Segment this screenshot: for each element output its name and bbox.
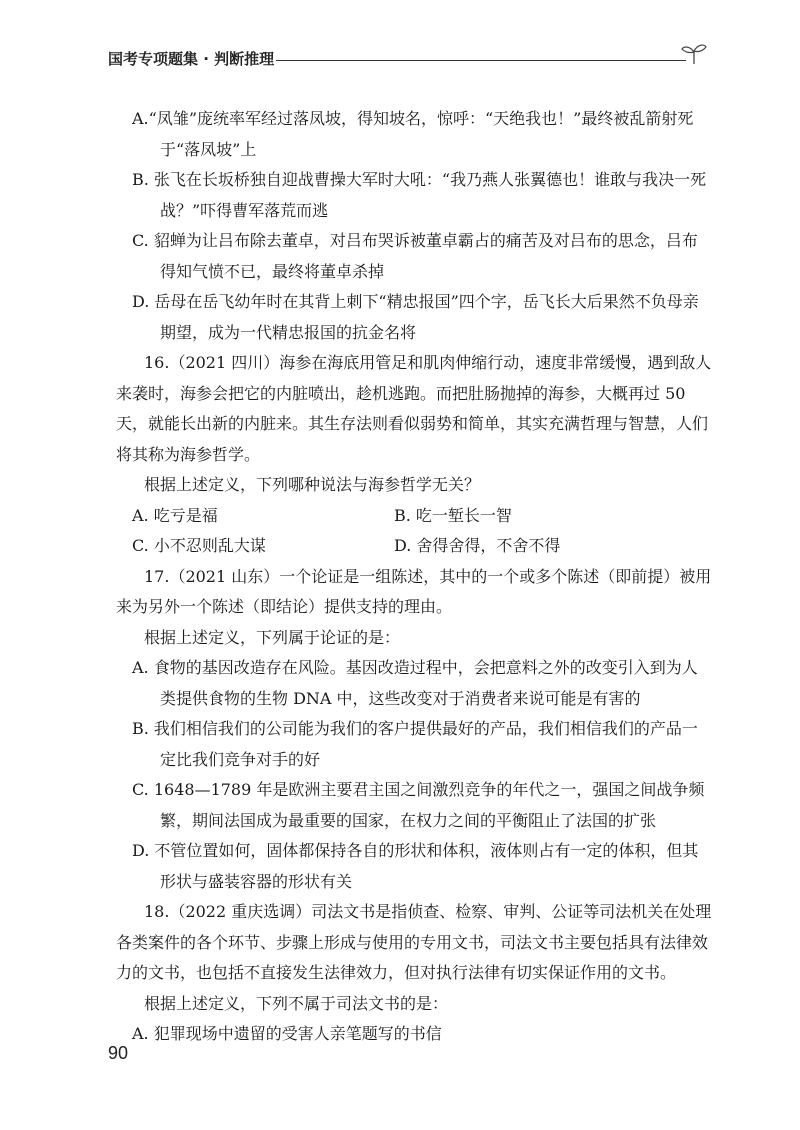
- header-title: 国考专项题集 · 判断推理: [108, 50, 275, 68]
- q17-option-a: A. 食物的基因改造存在风险。基因改造过程中，会把意料之外的改变引入到为人类提供食物的生物 DNA 中，这些改变对于消费者来说可能是有害的: [132, 658, 698, 708]
- q16-option-b: B. 吃一堑长一智: [394, 505, 512, 525]
- q16-stem: 16.（2021 四川）海参在海底用管足和肌肉伸缩行动，速度非常缓慢，遇到敌人来袭时，海参会把它的内脏喷出，趁机逃跑。而把肚肠抛掉的海参，大概再过 50 天，就能长出新的内脏来。其生存法则看似弱势和简单，其实充满哲理与智慧，人们将其称为海参哲学。: [116, 353, 712, 464]
- q16-option-d: D. 舍得舍得，不舍不得: [394, 536, 561, 555]
- q18-stem: 18.（2022 重庆选调）司法文书是指侦查、检察、审判、公证等司法机关在处理各类案件的各个环节、步骤上形成与使用的专用文书，司法文书主要包括具有法律效力的文书，也包括不直接发生法律效力，但对执行法律有切实保证作用的文书。: [116, 902, 712, 982]
- q17-option-c: C. 1648—1789 年是欧洲主要君主国之间激烈竞争的年代之一，强国之间战争频繁，期间法国成为最重要的国家，在权力之间的平衡阻止了法国的扩张: [132, 780, 705, 830]
- q16-options-row-1: [116, 501, 712, 532]
- q17-option-b: B. 我们相信我们的公司能为我们的客户提供最好的产品，我们相信我们的产品一定比我们竞争对手的好: [132, 719, 698, 769]
- q15-option-d: D. 岳母在岳飞幼年时在其背上刺下“精忠报国”四个字，岳飞长大后果然不负母亲期望，成为一代精忠报国的抗金名将: [132, 292, 699, 342]
- q16-option-a: A. 吃亏是福: [132, 505, 218, 525]
- sprout-icon: [680, 42, 708, 66]
- q18-option-a: A. 犯罪现场中遗留的受害人亲笔题写的书信: [132, 1024, 442, 1043]
- q15-option-b: B. 张飞在长坂桥独自迎战曹操大军时大吼：“我乃燕人张翼德也！谁敢与我决一死战？”吓得曹军落荒而逃: [132, 170, 707, 220]
- header-rule: [276, 60, 686, 61]
- q18-question: 根据上述定义，下列不属于司法文书的是：: [144, 993, 449, 1013]
- page-content: [116, 104, 712, 1050]
- q17-option-d: D. 不管位置如何，固体都保持各自的形状和体积，液体则占有一定的体积，但其形状与盛装容器的形状有关: [132, 841, 699, 891]
- q17-stem: 17.（2021 山东）一个论证是一组陈述，其中的一个或多个陈述（即前提）被用来为另外一个陈述（即结论）提供支持的理由。: [116, 566, 712, 616]
- page-header: [108, 44, 708, 74]
- q16-option-c: C. 小不忍则乱大谋: [132, 536, 266, 555]
- q15-option-c: C. 貂蝉为让吕布除去董卓，对吕布哭诉被董卓霸占的痛苦及对吕布的思念，吕布得知气愤不已，最终将董卓杀掉: [132, 231, 698, 281]
- q16-options-row-2: [116, 531, 712, 562]
- page-number: 90: [108, 1043, 129, 1063]
- q17-question: 根据上述定义，下列属于论证的是：: [144, 627, 401, 647]
- q16-question: 根据上述定义，下列哪种说法与海参哲学无关？: [144, 475, 481, 494]
- q15-option-a: A.“凤雏”庞统率军经过落凤坡，得知坡名，惊呼：“天绝我也！”最终被乱箭射死于“落凤坡”上: [132, 109, 694, 159]
